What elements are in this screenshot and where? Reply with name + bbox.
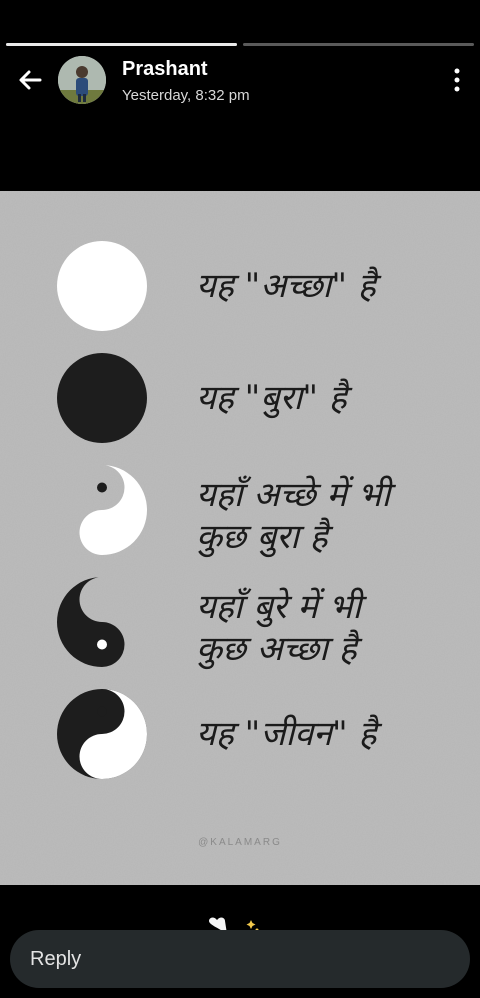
story-line-3: यहाँ अच्छे में भी कुछ बुरा है bbox=[196, 475, 391, 557]
story-line-1: यह "अच्छा" है bbox=[196, 266, 376, 306]
yin-yang-icon bbox=[56, 688, 148, 780]
story-progress-2 bbox=[243, 43, 474, 46]
black-circle-icon bbox=[56, 352, 148, 444]
avatar[interactable] bbox=[58, 56, 106, 104]
white-circle-icon bbox=[56, 240, 148, 332]
story-line-4: यहाँ बुरे में भी कुछ अच्छा है bbox=[196, 587, 362, 669]
story-header bbox=[0, 52, 480, 108]
reply-input[interactable]: Reply bbox=[10, 930, 470, 988]
white-half-yin-icon bbox=[56, 464, 148, 556]
story-image bbox=[0, 191, 480, 885]
arrow-left-icon[interactable] bbox=[14, 64, 46, 96]
story-progress-bar bbox=[6, 43, 474, 46]
story-progress-1 bbox=[6, 43, 237, 46]
watermark: @KALAMARG bbox=[198, 837, 282, 848]
contact-name: Prashant bbox=[122, 58, 208, 80]
more-vertical-icon[interactable] bbox=[452, 68, 462, 92]
story-line-2: यह "बुरा" है bbox=[196, 378, 347, 418]
story-line-5: यह "जीवन" है bbox=[196, 714, 377, 754]
story-timestamp: Yesterday, 8:32 pm bbox=[122, 87, 250, 104]
avatar-image bbox=[58, 56, 106, 104]
black-half-yang-icon bbox=[56, 576, 148, 668]
